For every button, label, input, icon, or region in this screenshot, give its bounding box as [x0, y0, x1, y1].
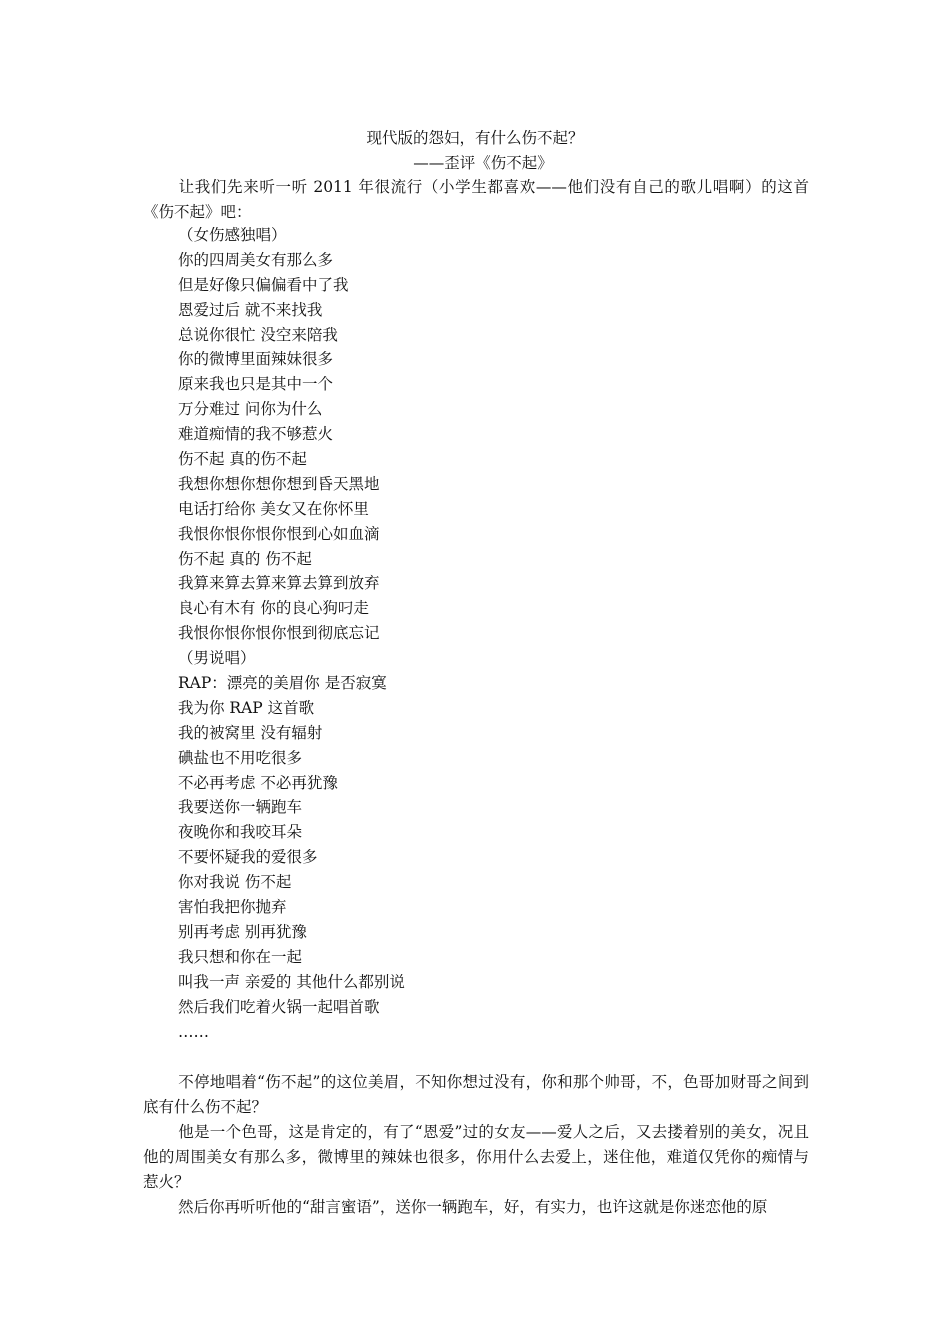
lyric-line: 不必再考虑 不必再犹豫	[178, 773, 338, 792]
lyric-line: 我想你想你想你想到昏天黑地	[178, 474, 380, 493]
lyric-line: 我的被窝里 没有辐射	[178, 723, 323, 742]
body-paragraph	[143, 1120, 809, 1195]
lyric-line: 伤不起 真的 伤不起	[178, 549, 312, 568]
lyric-line: 良心有木有 你的良心狗叼走	[178, 599, 369, 618]
lyric-line: 我算来算去算来算去算到放弃	[178, 574, 380, 593]
lyric-line: 你的微博里面辣妹很多	[178, 350, 334, 369]
body-paragraph-text: 不停地唱着“伤不起”的这位美眉，不知你想过没有，你和那个帅哥，不，色哥加财哥之间到底有什么伤不起？	[143, 1073, 809, 1116]
document-subtitle: ——歪评《伤不起》	[413, 154, 553, 172]
lyric-line: 但是好像只偏偏看中了我	[178, 275, 349, 294]
lyric-line: 我只想和你在一起	[178, 947, 303, 966]
lyric-line: 伤不起 真的伤不起	[178, 450, 307, 469]
lyric-line: 不要怀疑我的爱很多	[178, 848, 318, 867]
intro-paragraph	[143, 175, 809, 225]
lyric-line: （女伤感独唱）	[178, 226, 287, 244]
lyric-line: 总说你很忙 没空来陪我	[178, 325, 338, 344]
lyric-line: 电话打给你 美女又在你怀里	[178, 499, 369, 518]
lyric-line: 原来我也只是其中一个	[178, 375, 334, 394]
lyric-line: 然后我们吃着火锅一起唱首歌	[178, 997, 380, 1016]
body-paragraph-text: 然后你再听听他的“甜言蜜语”，送你一辆跑车，好，有实力，也许这就是你迷恋他的原	[178, 1198, 768, 1216]
lyric-line: 碘盐也不用吃很多	[178, 748, 303, 767]
lyric-line: RAP：漂亮的美眉你 是否寂寞	[178, 674, 387, 693]
body-paragraph-text: 他是一个色哥，这是肯定的，有了“恩爱”过的女友——爱人之后，又去搂着别的美女，况且他的周围美女有那么多，微博里的辣妹也很多，你用什么去爱上，迷住他，难道仅凭你的痴情与惹火？	[143, 1123, 809, 1191]
lyric-line: （男说唱）	[178, 649, 256, 668]
lyric-line: 万分难过 问你为什么	[178, 400, 323, 419]
lyric-line: 难道痴情的我不够惹火	[178, 425, 334, 444]
lyric-line: 恩爱过后 就不来找我	[178, 300, 323, 319]
body-paragraph	[143, 1070, 809, 1120]
lyrics-block	[178, 223, 405, 1044]
lyric-line: 我为你 RAP 这首歌	[178, 698, 315, 717]
lyric-line: 别再考虑 别再犹豫	[178, 922, 307, 941]
lyric-line: ……	[178, 1022, 209, 1041]
lyric-line: 你的四周美女有那么多	[178, 250, 334, 269]
lyric-line: 我恨你恨你恨你恨到彻底忘记	[178, 624, 380, 643]
lyric-line: 我要送你一辆跑车	[178, 798, 303, 817]
lyric-line: 叫我一声 亲爱的 其他什么都别说	[178, 972, 405, 991]
document-title: 现代版的怨妇，有什么伤不起？	[366, 129, 584, 147]
lyric-line: 害怕我把你抛弃	[178, 898, 287, 917]
lyric-line: 夜晚你和我咬耳朵	[178, 823, 303, 842]
body-paragraph	[143, 1195, 809, 1220]
lyric-line: 我恨你恨你恨你恨到心如血滴	[178, 524, 380, 543]
lyric-line: 你对我说 伤不起	[178, 873, 292, 892]
intro-text: 让我们先来听一听 2011 年很流行（小学生都喜欢——他们没有自己的歌儿唱啊）的这首《伤不起》吧：	[143, 178, 809, 221]
